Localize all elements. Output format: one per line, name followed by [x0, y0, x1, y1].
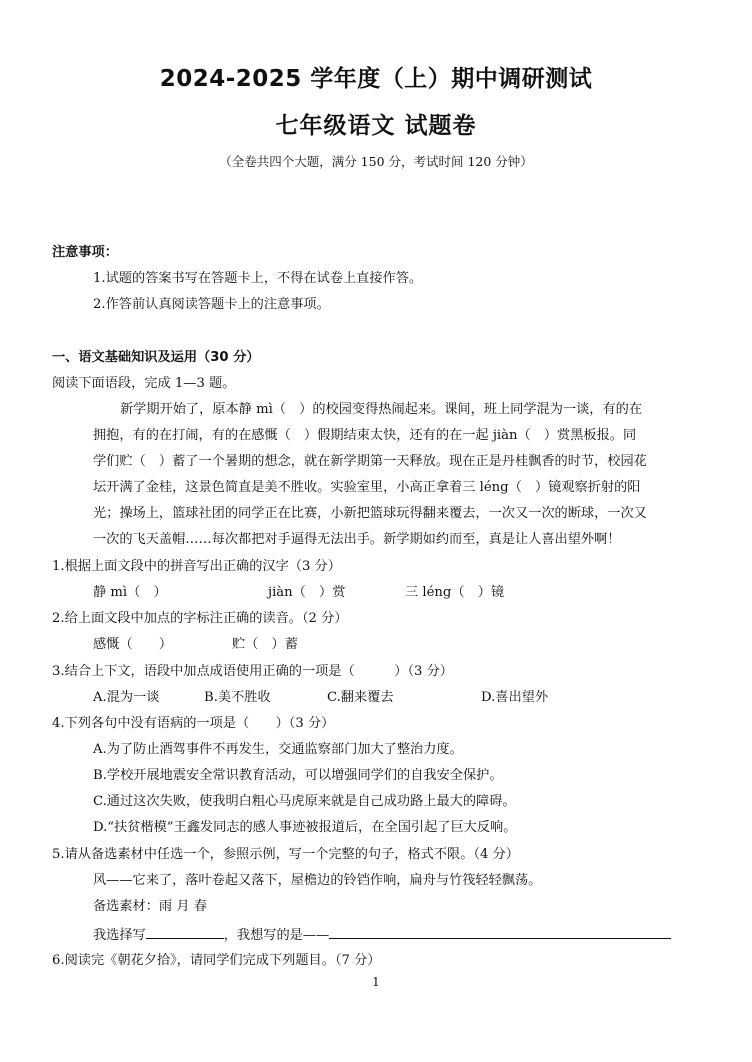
q1-stem: 1.根据上面文段中的拼音写出正确的汉字（3 分） — [52, 559, 341, 574]
exam-subtitle: 七年级语文 试题卷 — [275, 113, 477, 139]
q5-topic-blank[interactable] — [146, 925, 224, 939]
q4-option-a: A.为了防止酒驾事件不再发生，交通监察部门加大了整治力度。 — [93, 742, 463, 757]
section1-intro: 阅读下面语段，完成 1—3 题。 — [52, 376, 236, 391]
passage-line-6: 一次的飞天盖帽……每次都把对手逼得无法出手。新学期如约而至，真是让人喜出望外啊！ — [93, 532, 621, 547]
exam-info: （全卷共四个大题，满分 150 分，考试时间 120 分钟） — [219, 154, 533, 169]
q1-item-1: 静 mì（ ） — [93, 585, 167, 600]
q2-stem: 2.给上面文段中加点的字标注正确的读音。（2 分） — [52, 611, 348, 626]
q5-stem: 5.请从备选素材中任选一个，参照示例，写一个完整的句子，格式不限。（4 分） — [52, 847, 519, 862]
q1-item-2: jiàn（ ）赏 — [268, 585, 346, 600]
passage-line-3: 学们贮（ ）蓄了一个暑期的想念，就在新学期第一天释放。现在正是丹桂飘香的时节，校园花 — [93, 454, 647, 469]
q2-item-2: 贮（ ）蓄 — [232, 637, 298, 652]
q3-option-d: D.喜出望外 — [481, 690, 549, 705]
passage-line-2: 拥抱，有的在打闹，有的在感慨（ ）假期结束太快，还有的在一起 jiàn（ ）赏黑板报。同 — [93, 428, 637, 443]
q4-option-c: C.通过这次失败，使我明白粗心马虎原来就是自己成功路上最大的障碍。 — [93, 794, 516, 809]
q4-stem: 4.下列各句中没有语病的一项是（ ）（3 分） — [52, 716, 335, 731]
exam-title: 2024-2025 学年度（上）期中调研测试 — [159, 66, 593, 92]
q3-option-b: B.美不胜收 — [204, 690, 271, 705]
page-number: 1 — [372, 975, 380, 989]
q5-answer-middle: ，我想写的是—— — [223, 928, 330, 943]
q5-materials: 备选素材：雨 月 春 — [93, 899, 207, 914]
q3-option-c: C.翻来覆去 — [327, 690, 394, 705]
q4-option-b: B.学校开展地震安全常识教育活动，可以增强同学们的自我安全保护。 — [93, 768, 503, 783]
q6-stem: 6.阅读完《朝花夕拾》，请同学们完成下列题目。（7 分） — [52, 953, 381, 968]
q1-item-3: 三 léng（ ）镜 — [405, 585, 505, 600]
q2-item-1: 感慨（ ） — [93, 637, 173, 652]
section1-heading: 一、语文基础知识及运用（30 分） — [52, 350, 260, 365]
q3-stem: 3.结合上下文，语段中加点成语使用正确的一项是（ ）（3 分） — [52, 664, 453, 679]
passage-line-1: 新学期开始了，原本静 mì（ ）的校园变得热闹起来。课间，班上同学混为一谈，有的在 — [120, 402, 643, 417]
passage-line-5: 光；操场上，篮球社团的同学正在比赛，小新把篮球玩得翻来覆去，一次又一次的断球，一次又 — [93, 506, 647, 521]
q4-option-d: D.“扶贫楷模”王鑫发同志的感人事迹被报道后，在全国引起了巨大反响。 — [93, 820, 517, 835]
q5-sentence-blank[interactable] — [329, 925, 671, 939]
notice-item-2: 2.作答前认真阅读答题卡上的注意事项。 — [93, 297, 330, 312]
q3-option-a: A.混为一谈 — [93, 690, 160, 705]
q5-answer-prefix: 我选择写 — [93, 928, 146, 943]
q5-answer-line — [93, 925, 671, 945]
notice-item-1: 1.试题的答案书写在答题卡上，不得在试卷上直接作答。 — [93, 271, 423, 286]
q5-example: 风——它来了，落叶卷起又落下，屋檐边的铃铛作响，扁舟与竹筏轻轻飘荡。 — [93, 873, 542, 888]
passage-line-4: 坛开满了金桂，这景色简直是美不胜收。实验室里，小高正拿着三 léng（ ）镜观察折射的阳 — [93, 480, 641, 495]
notice-heading: 注意事项： — [52, 245, 118, 260]
